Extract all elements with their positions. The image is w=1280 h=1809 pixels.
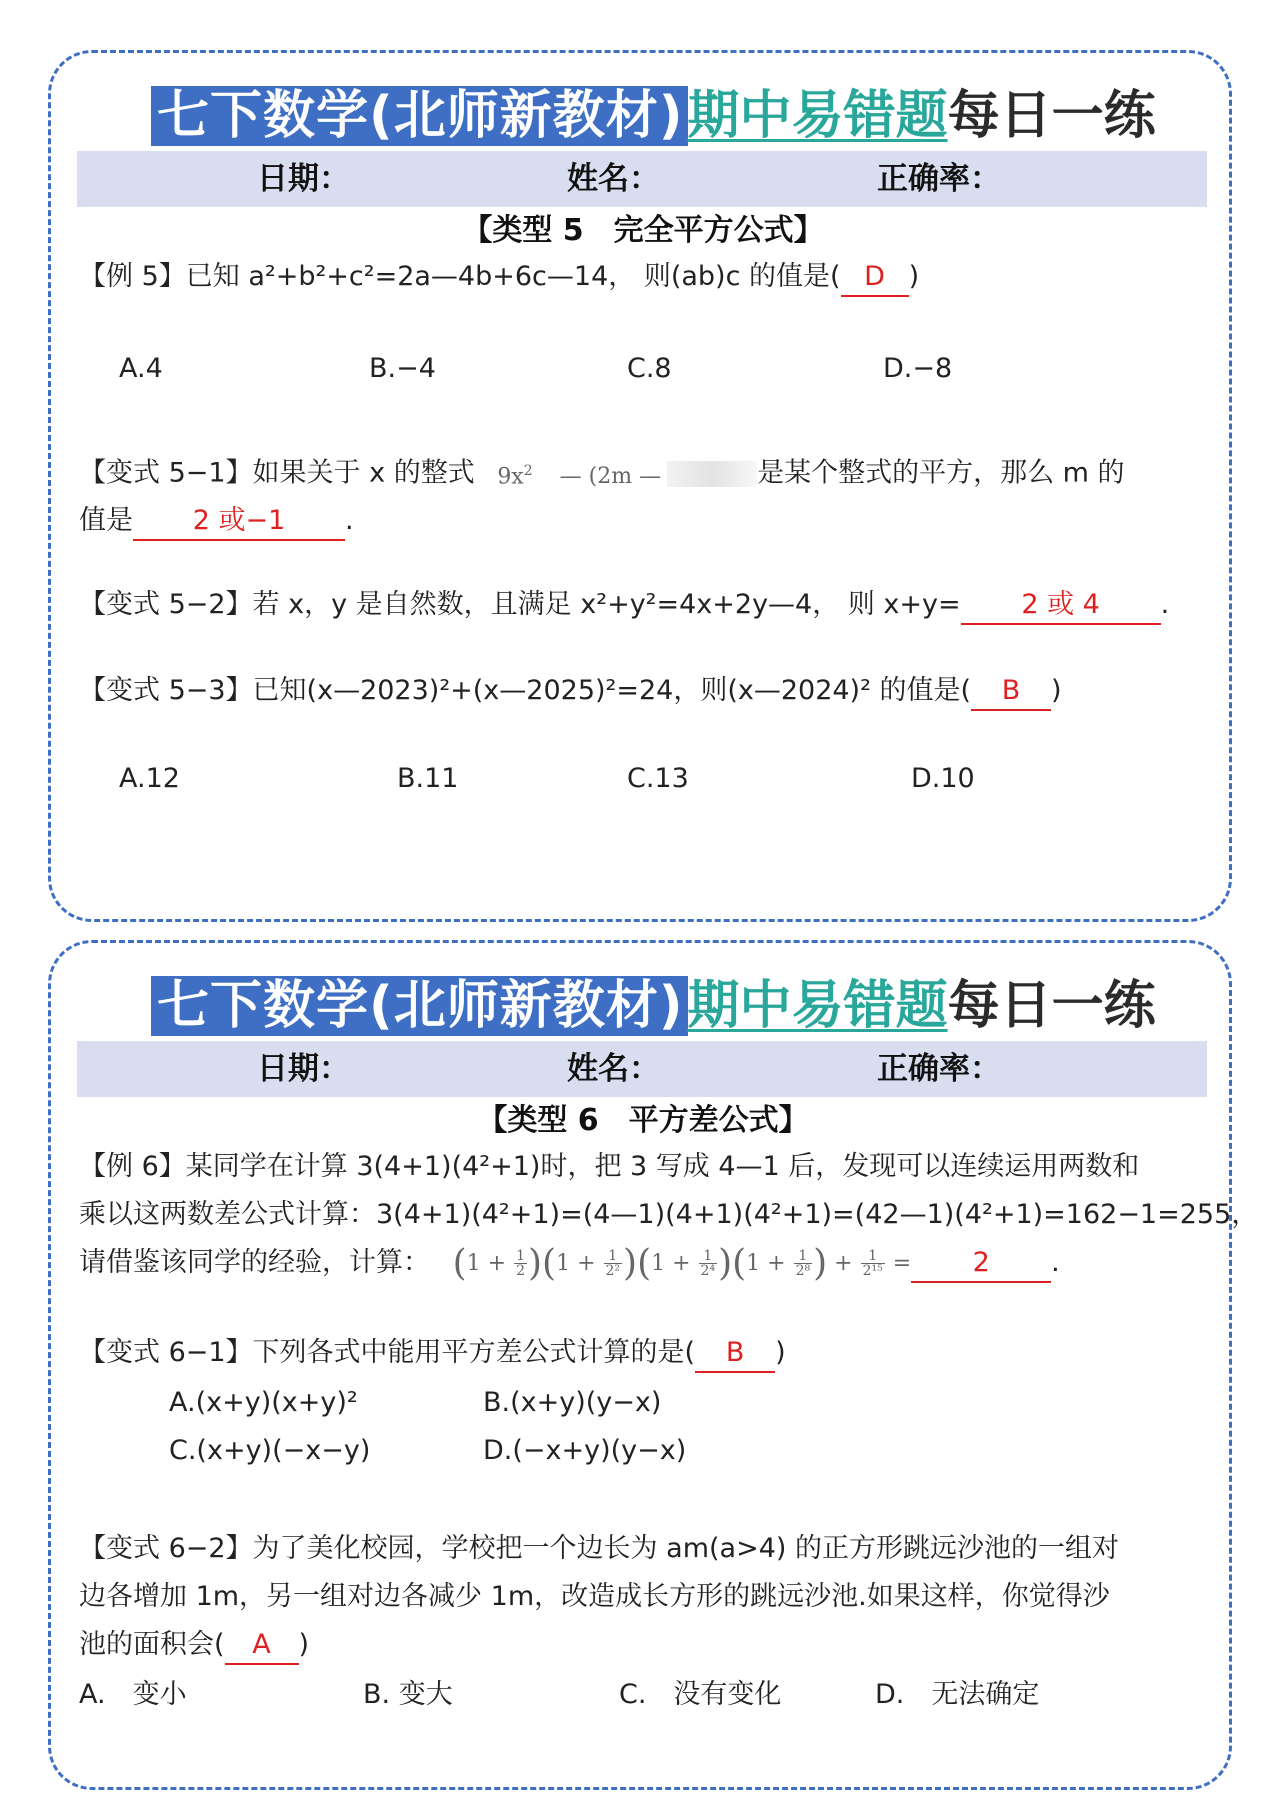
- question-text: 【变式 5−3】已知(x—2023)²+(x—2025)²=24，则(x—2024)² 的值是(: [79, 675, 972, 706]
- option-a: A. 变小: [79, 1679, 187, 1710]
- section-heading: 【类型 6 平方差公式】: [477, 1103, 809, 1138]
- title-part-daily: 每日一练: [947, 86, 1156, 146]
- variant-6-1: 【变式 6−1】下列各式中能用平方差公式计算的是( B ): [79, 1333, 786, 1373]
- option-a: A.12: [119, 763, 180, 794]
- answer-blank: 2 或 4: [961, 587, 1161, 625]
- question-text: 【变式 5−2】若 x，y 是自然数，且满足 x²+y²=4x+2y—4， 则 x+y=: [79, 589, 961, 620]
- accuracy-label: 正确率：: [877, 1051, 1001, 1087]
- variant-6-2-line2: 边各增加 1m，另一组对边各减少 1m，改造成长方形的跳远沙池.如果这样，你觉得沙: [79, 1581, 1110, 1612]
- question-text: 【例 5】已知 a²+b²+c²=2a—4b+6c—14， 则(ab)c 的值是(: [79, 261, 841, 292]
- question-text-end: 是某个整式的平方，那么 m 的: [757, 457, 1125, 489]
- variant-5-2: 【变式 5−2】若 x，y 是自然数，且满足 x²+y²=4x+2y—4， 则 x+y= 2 或 4 .: [79, 585, 1169, 625]
- formula-image: (1 + $\frac{1}{2}$ )(1 + $\frac{1}{\text{2²}}$ )(1 + $\frac{1}{\text{2⁴}}$ )(1 + $\frac{1}{\text{2⁸}}$ ) + $\frac{1}{\text{2¹⁵}}$ =: [452, 1242, 912, 1284]
- example-question: [79, 257, 919, 297]
- worksheet-title: [151, 965, 1156, 1047]
- example-6-line2: 乘以这两数差公式计算：3(4+1)(4²+1)=(4—1)(4+1)(4²+1)=(42—1)(4²+1)=162−1=255，: [79, 1199, 1259, 1230]
- option-a: A.4: [119, 353, 163, 384]
- option-c: C.8: [627, 353, 672, 384]
- option-d: D. 无法确定: [875, 1679, 1040, 1710]
- example-6-line3: 请借鉴该同学的经验，计算： (1 + $\frac{1}{2}$ )(1 + $\frac{1}{\text{2²}}$ )(1 + $\frac{1}{\text{2⁴}}$ )(1 + $\frac{1}{\text{2⁸}}$ ) + $\frac{1}{\text{2¹⁵}}$ =2 .: [79, 1242, 1060, 1284]
- question-close: ): [908, 261, 920, 292]
- name-label: 姓名：: [567, 161, 660, 197]
- title-part-topic: 期中易错题: [687, 86, 948, 146]
- option-c: C. 没有变化: [619, 1679, 782, 1710]
- title-part-subject: 七下数学(北师新教材): [151, 86, 688, 146]
- option-c: C.13: [627, 763, 689, 794]
- option-d: D.−8: [883, 353, 953, 384]
- name-label: 姓名：: [567, 1051, 660, 1087]
- option-d: D.(−x+y)(y−x): [483, 1435, 687, 1466]
- option-b: B. 变大: [363, 1679, 453, 1710]
- option-b: B.−4: [369, 353, 436, 384]
- answer-blank: 2: [911, 1245, 1051, 1283]
- answer-blank: B: [695, 1335, 775, 1373]
- variant-5-1: [79, 451, 1125, 497]
- title-part-daily: 每日一练: [947, 976, 1156, 1036]
- section-heading: 【类型 5 完全平方公式】: [462, 213, 824, 248]
- info-bar: [77, 151, 1207, 207]
- info-bar: [77, 1041, 1207, 1097]
- answer-blank: B: [971, 673, 1051, 711]
- answer-blank: D: [841, 259, 909, 297]
- title-part-topic: 期中易错题: [687, 976, 948, 1036]
- option-b: B.11: [397, 763, 459, 794]
- example-6-line1: 【例 6】某同学在计算 3(4+1)(4²+1)时，把 3 写成 4—1 后，发现可以连续运用两数和: [79, 1151, 1140, 1182]
- formula-image: $9x^2$ — (2m —: [497, 463, 662, 490]
- answer-blank: A: [225, 1627, 299, 1665]
- variant-5-3: 【变式 5−3】已知(x—2023)²+(x—2025)²=24，则(x—2024)² 的值是( B ): [79, 671, 1062, 711]
- date-label: 日期：: [257, 161, 350, 197]
- option-b: B.(x+y)(y−x): [483, 1387, 662, 1418]
- worksheet-title: [151, 75, 1156, 157]
- variant-6-2-line3: 池的面积会( A ): [79, 1625, 309, 1665]
- worksheet-card-1: [48, 50, 1232, 922]
- worksheet-card-2: [48, 940, 1259, 1790]
- variant-6-2-line1: 【变式 6−2】为了美化校园，学校把一个边长为 am(a>4) 的正方形跳远沙池的一组对: [79, 1533, 1119, 1564]
- option-d: D.10: [911, 763, 975, 794]
- variant-5-1-line2: 值是 2 或−1 .: [79, 501, 354, 541]
- option-c: C.(x+y)(−x−y): [169, 1435, 371, 1466]
- date-label: 日期：: [257, 1051, 350, 1087]
- blurred-formula: [667, 461, 757, 487]
- option-a: A.(x+y)(x+y)²: [169, 1387, 358, 1418]
- question-text: 【变式 5−1】如果关于 x 的整式: [79, 457, 475, 489]
- accuracy-label: 正确率：: [877, 161, 1001, 197]
- question-text: 【变式 6−1】下列各式中能用平方差公式计算的是(: [79, 1337, 696, 1368]
- answer-blank: 2 或−1: [133, 503, 345, 541]
- title-part-subject: 七下数学(北师新教材): [151, 976, 688, 1036]
